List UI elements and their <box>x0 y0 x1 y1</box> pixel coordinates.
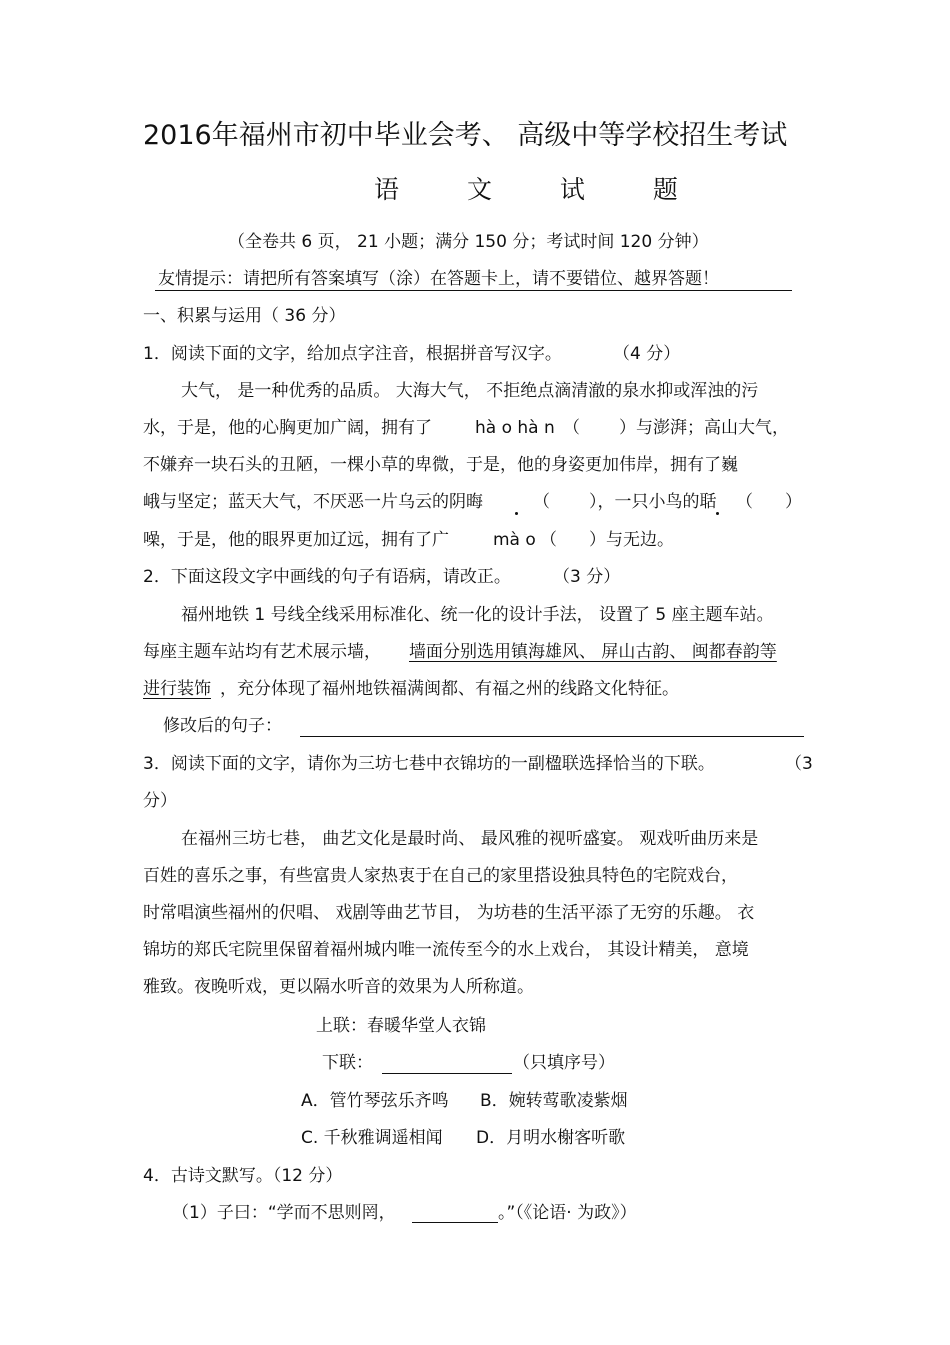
answer-paren: （ <box>736 492 753 512</box>
q2-underlined-sentence: 进行装饰 <box>143 679 211 699</box>
q3-score: （3 <box>785 754 813 774</box>
option-b: B．婉转莺歌凌紫烟 <box>480 1091 628 1111</box>
q4-prompt: 4．古诗文默写。（12 分） <box>143 1166 343 1186</box>
q3-prompt: 3．阅读下面的文字，请你为三坊七巷中衣锦坊的一副楹联选择恰当的下联。 <box>143 754 715 774</box>
q3-text-line: 百姓的喜乐之事，有些富贵人家热衷于在自己的家里搭设独具特色的宅院戏台， <box>143 866 738 886</box>
q4-item-source: 。”（《论语· 为政》） <box>498 1203 637 1223</box>
friendly-tip: 友情提示：请把所有答案填写（涂）在答题卡上，请不要错位、越界答题！ <box>158 269 719 289</box>
q2-text-line: 福州地铁 1 号线全线采用标准化、统一化的设计手法， 设置了 5 座主题车站。 <box>181 605 774 625</box>
q3-text-line: 时常唱演些福州的伬唱、 戏剧等曲艺节目， 为坊巷的生活平添了无穷的乐趣。 衣 <box>143 903 755 923</box>
q2-score: （3 分） <box>553 567 621 587</box>
answer-paren: （ <box>540 530 557 550</box>
q1-text-line: ）与无边。 <box>589 530 674 550</box>
answer-paren: （ <box>533 492 550 512</box>
q2-prompt: 2．下面这段文字中画线的句子有语病，请改正。 <box>143 567 511 587</box>
exam-subtitle: 语 文 试 题 <box>374 175 708 204</box>
q1-prompt: 1．阅读下面的文字，给加点字注音，根据拼音写汉字。 <box>143 344 562 364</box>
exam-info: （全卷共 6 页， 21 小题；满分 150 分；考试时间 120 分钟） <box>228 232 709 252</box>
emphasis-dot <box>515 512 518 515</box>
q3-text-line: 雅致。夜晚听戏，更以隔水听音的效果为人所称道。 <box>143 977 534 997</box>
tip-underline <box>155 290 792 291</box>
lower-couplet-blank[interactable] <box>382 1073 512 1074</box>
q1-text-line: 不嫌弃一块石头的丑陋，一棵小草的卑微，于是，他的身姿更加伟岸，拥有了巍 <box>143 455 738 475</box>
upper-couplet: 上联：春暖华堂人衣锦 <box>316 1016 486 1036</box>
q1-text-line: 峨与坚定；蓝天大气，不厌恶一片乌云的阴晦 <box>143 492 483 512</box>
lower-couplet-label: 下联： <box>322 1053 373 1073</box>
q2-text-line: 每座主题车站均有艺术展示墙， <box>143 642 381 662</box>
emphasis-dot <box>716 512 719 515</box>
pinyin-miao: mà o <box>493 530 536 550</box>
q3-text-line: 锦坊的郑氏宅院里保留着福州城内唯一流传至今的水上戏台， 其设计精美， 意境 <box>143 940 749 960</box>
option-c: C. 千秋雅调遥相闻 <box>301 1128 443 1148</box>
exam-title: 2016年福州市初中毕业会考、 高级中等学校招生考试 <box>143 120 788 151</box>
q3-text-line: 在福州三坊七巷， 曲艺文化是最时尚、 最风雅的视听盛宴。 观戏听曲历来是 <box>181 829 759 849</box>
pinyin-haohan: hà o hà n <box>475 418 555 438</box>
answer-paren: （ <box>563 418 580 438</box>
q2-underlined-sentence: 墙面分别选用镇海雄风、 屏山古韵、 闽都春韵等 <box>409 642 777 662</box>
q1-text-line: 大气， 是一种优秀的品质。 大海大气， 不拒绝点滴清澈的泉水抑或浑浊的污 <box>181 381 759 401</box>
lower-couplet-note: （只填序号） <box>513 1053 615 1073</box>
answer-paren: ），一只小鸟的聒 <box>589 492 717 512</box>
q1-text-line: ）与澎湃；高山大气， <box>619 418 789 438</box>
q1-score: （4 分） <box>613 344 681 364</box>
q2-text-line: ，充分体现了福州地铁福满闽都、有福之州的线路文化特征。 <box>220 679 679 699</box>
q1-text-line: 噪，于是，他的眼界更加辽远，拥有了广 <box>143 530 449 550</box>
option-a: A．管竹琴弦乐齐鸣 <box>301 1091 449 1111</box>
answer-paren: ） <box>785 492 802 512</box>
section-heading: 一、积累与运用（ 36 分） <box>143 306 346 326</box>
option-d: D．月明水榭客听歌 <box>476 1128 626 1148</box>
q1-text-line: 水，于是，他的心胸更加广阔，拥有了 <box>143 418 432 438</box>
q2-answer-blank[interactable] <box>300 736 804 737</box>
q2-answer-label: 修改后的句子： <box>163 716 282 736</box>
q3-score: 分） <box>143 791 177 811</box>
q4-item: （1）子曰：“学而不思则罔， <box>172 1203 396 1223</box>
q4-answer-blank[interactable] <box>412 1222 498 1223</box>
